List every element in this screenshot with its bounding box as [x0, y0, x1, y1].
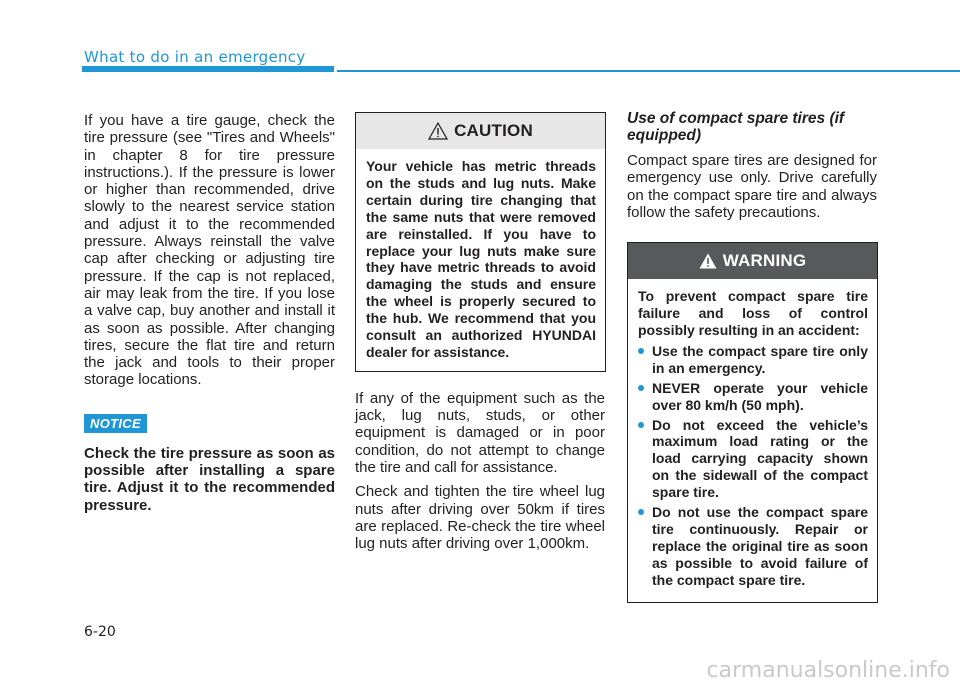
- bullet-icon: [638, 509, 644, 515]
- warning-item: [638, 417, 868, 502]
- caution-body: [356, 149, 605, 371]
- bullet-icon: [638, 348, 644, 354]
- section-title: What to do in an emergency: [84, 48, 306, 66]
- warning-item: [638, 343, 868, 377]
- caution-text: Your vehicle has metric threads on the studs and lug nuts. Make certain during tire changing that the same nuts that were removed are reinstalled. If you have to replace your lug nuts make sure they have metric threads to avoid damaging the studs and ensure the wheel is properly secured to the hub. We recommend that you consult an authorized HYUNDAI dealer for assistance.: [366, 158, 596, 360]
- warning-header: [628, 243, 877, 279]
- watermark: carmanualsonline.info: [706, 658, 950, 683]
- warning-body: [628, 279, 877, 601]
- warning-list: [638, 343, 868, 589]
- caution-header: [356, 113, 605, 149]
- column-right: [627, 110, 877, 603]
- notice-text: Check the tire pressure as soon as possible after installing a spare tire. Adjust it to the recommended pressure.: [84, 444, 335, 514]
- warning-title: WARNING: [722, 251, 807, 271]
- column-middle: [355, 112, 605, 560]
- compact-spare-heading: Use of compact spare tires (if equipped): [627, 110, 845, 144]
- warning-item: [638, 504, 868, 589]
- page-number: 6-20: [84, 624, 116, 640]
- warning-item-text: NEVER operate your vehicle over 80 km/h (50 mph).: [652, 379, 868, 413]
- header-accent-bar: [82, 66, 334, 72]
- column-left: [84, 112, 335, 514]
- warning-box: [627, 242, 878, 602]
- caution-triangle-icon: [428, 122, 448, 140]
- lug-nut-paragraph: Check and tighten the tire wheel lug nuts after driving over 50km if tires are replaced. Re-check the tire wheel lug nuts after driving over 1,000km.: [355, 483, 605, 553]
- caution-title: CAUTION: [454, 121, 533, 140]
- tire-gauge-paragraph: If you have a tire gauge, check the tire pressure (see "Tires and Wheels" in chapter 8 for tire pressure instructions.). If the pressure is lower or higher than recommended, drive slowly to the nearest service station and adjust it to the recommended pressure. Always reinstall the valve cap after checking or adjusting tire pressure. If the cap is not replaced, air may leak from the tire. If you lose a valve cap, buy another and install it as soon as possible. After changing tires, secure the flat tire and return the jack and tools to their proper storage locations.: [84, 112, 335, 389]
- bullet-icon: [638, 385, 644, 391]
- header-rule: [337, 70, 960, 72]
- warning-triangle-icon: [699, 253, 717, 269]
- compact-spare-paragraph: Compact spare tires are designed for emergency use only. Drive carefully on the compact spare tire and always follow the safety precautions.: [627, 152, 877, 221]
- warning-item-text: Do not exceed the vehicle’s maximum load rating or the load carrying capacity shown on the sidewall of the compact spare tire.: [652, 416, 868, 501]
- notice-badge: NOTICE: [84, 414, 147, 433]
- warning-intro: To prevent compact spare tire failure and loss of control possibly resulting in an accident:: [638, 288, 868, 338]
- bullet-icon: [638, 422, 644, 428]
- caution-box: [355, 112, 606, 372]
- equipment-paragraph: If any of the equipment such as the jack, lug nuts, studs, or other equipment is damaged or in poor condition, do not attempt to change the tire and call for assistance.: [355, 389, 605, 477]
- warning-item-text: Do not use the compact spare tire continuously. Repair or replace the original tire as soon as possible to avoid failure of the compact spare tire.: [652, 504, 868, 588]
- warning-item-text: Use the compact spare tire only in an emergency.: [652, 342, 868, 376]
- warning-item: [638, 380, 868, 414]
